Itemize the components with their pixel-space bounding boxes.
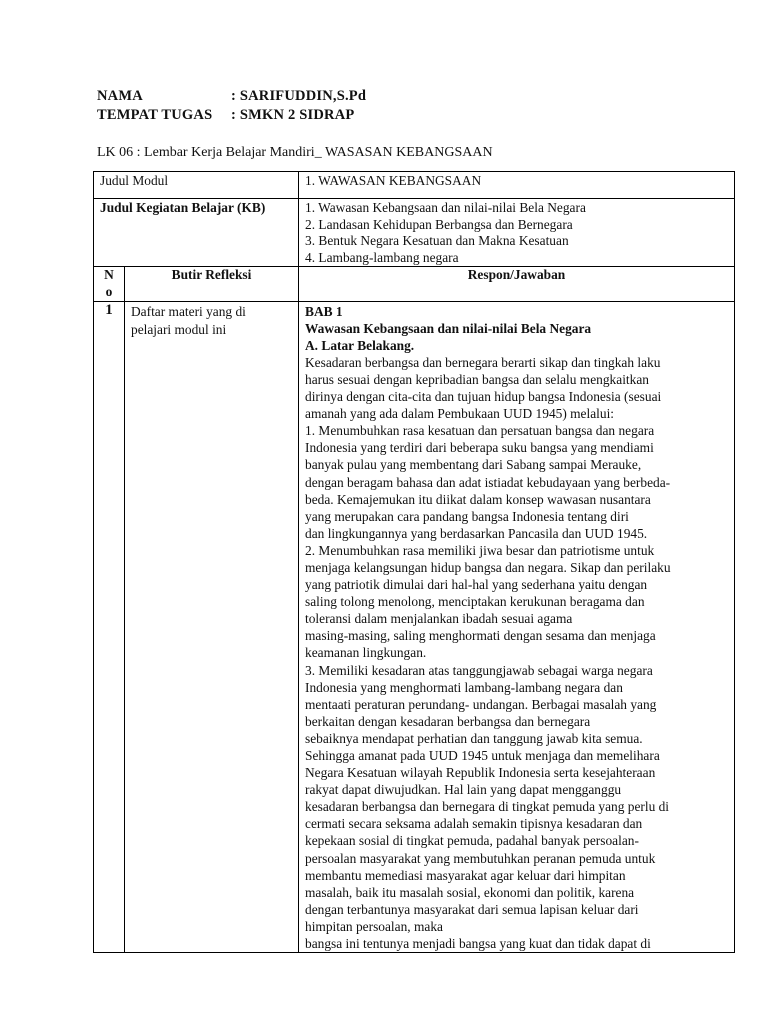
kb-item: 3. Bentuk Negara Kesatuan dan Makna Kesatuan [305,233,569,249]
judul-modul-value: 1. WAWASAN KEBANGSAAN [299,172,735,199]
response-line: cermati secara seksama adalah semakin tipisnya kesadaran dan [305,816,643,832]
col-header-no [94,267,125,301]
response-line: membantu memediasi masyarakat agar keluar dari himpitan [305,867,626,883]
response-line: dirinya dengan cita-cita dan tujuan hidup bangsa Indonesia (sesuai [305,389,662,405]
response-cell [299,301,735,953]
row-number: 1 [94,301,125,953]
response-line: yang merupakan cara pandang bangsa Indonesia tentang diri [305,508,629,524]
kb-item: 4. Lambang-lambang negara [305,249,459,265]
response-line: beda. Kemajemukan itu diikat dalam konsep wawasan nusantara [305,491,651,507]
response-line: 2. Menumbuhkan rasa memiliki jiwa besar dan patriotisme untuk [305,542,655,558]
tempat-tugas-value: : SMKN 2 SIDRAP [231,107,355,123]
col-header-respon: Respon/Jawaban [299,267,735,301]
col-header-no-line: o [105,283,113,299]
response-line: masing-masing, saling menghormati dengan sesama dan menjaga [305,628,656,644]
worksheet-table [93,171,735,953]
response-line: Kesadaran berbangsa dan bernegara berarti sikap dan tingkah laku [305,354,661,370]
response-line: 1. Menumbuhkan rasa kesatuan dan persatuan bangsa dan negara [305,423,655,439]
butir-line: Daftar materi yang di [131,303,246,319]
response-line: dan lingkungannya yang berdasarkan Pancasila dan UUD 1945. [305,525,648,541]
response-line: toleransi dalam menjalankan ibadah sesuai agama [305,611,573,627]
response-line: berkaitan dengan kesadaran berbangsa dan bernegara [305,713,591,729]
table-row [94,301,735,953]
judul-modul-label: Judul Modul [94,172,299,199]
tempat-tugas-line [97,107,354,124]
response-line: bangsa ini tentunya menjadi bangsa yang kuat dan tidak dapat di [305,936,651,952]
tempat-tugas-label: TEMPAT TUGAS [97,107,213,123]
kegiatan-belajar-list [299,199,735,267]
butir-line: pelajari modul ini [131,321,227,337]
response-line: mentaati peraturan perundang- undangan. Berbagai masalah yang [305,696,657,712]
chapter-title: Wawasan Kebangsaan dan nilai-nilai Bela Negara [305,320,592,336]
kegiatan-belajar-label: Judul Kegiatan Belajar (KB) [94,199,299,267]
response-line: dengan beragam bahasa dan adat istiadat kebudayaan yang berbeda- [305,474,671,490]
kegiatan-belajar-row [94,199,735,267]
section-heading: A. Latar Belakang. [305,337,415,353]
column-header-row [94,267,735,301]
response-line: persoalan masyarakat yang membutuhkan peranan pemuda untuk [305,850,656,866]
judul-modul-row [94,172,735,199]
response-line: dengan terbantunya masyarakat dari semua lapisan keluar dari [305,901,639,917]
response-line: amanah yang ada dalam Pembukaan UUD 1945) melalui: [305,406,615,422]
response-line: Negara Kesatuan wilayah Republik Indonesia serta kesejahteraan [305,765,656,781]
lk-title: LK 06 : Lembar Kerja Belajar Mandiri_ WASASAN KEBANGSAAN [97,145,493,160]
response-line: yang patriotik dimulai dari hal-hal yang sederhana yaitu dengan [305,577,648,593]
response-line: kesadaran berbangsa dan bernegara di tingkat pemuda yang perlu di [305,799,670,815]
response-line: kepekaan sosial di tingkat pemuda, padahal banyak persoalan- [305,833,639,849]
butir-refleksi-cell [125,301,299,953]
response-line: rakyat dapat diwujudkan. Hal lain yang dapat mengganggu [305,782,622,798]
response-line: saling tolong menolong, menciptakan kerukunan beragama dan [305,594,645,610]
nama-line [97,88,366,105]
response-line: masalah, baik itu masalah sosial, ekonomi dan politik, karena [305,884,635,900]
response-line: sebaiknya mendapat perhatian dan tanggung jawab kita semua. [305,730,643,746]
nama-label: NAMA [97,88,143,104]
response-line: Sehingga amanat pada UUD 1945 untuk menjaga dan memelihara [305,748,660,763]
response-line: himpitan persoalan, maka [305,918,443,934]
response-line: menjaga kelangsungan hidup bangsa dan negara. Sikap dan perilaku [305,559,671,575]
response-line: Indonesia yang menghormati lambang-lambang negara dan [305,679,623,695]
kb-item: 2. Landasan Kehidupan Berbangsa dan Bernegara [305,216,573,232]
col-header-no-line: N [104,267,114,283]
nama-value: : SARIFUDDIN,S.Pd [231,88,367,104]
response-line: 3. Memiliki kesadaran atas tanggungjawab sebagai warga negara [305,662,653,678]
kb-item: 1. Wawasan Kebangsaan dan nilai-nilai Bela Negara [305,200,586,215]
response-line: banyak pulau yang membentang dari Sabang sampai Merauke, [305,457,642,473]
col-header-butir: Butir Refleksi [125,267,299,301]
response-line: keamanan lingkungan. [305,645,427,661]
response-line: Indonesia yang terdiri dari beberapa suku bangsa yang mendiami [305,440,654,456]
response-line: harus sesuai dengan kepribadian bangsa dan selalu mengkaitkan [305,371,649,387]
chapter-heading: BAB 1 [305,303,343,319]
